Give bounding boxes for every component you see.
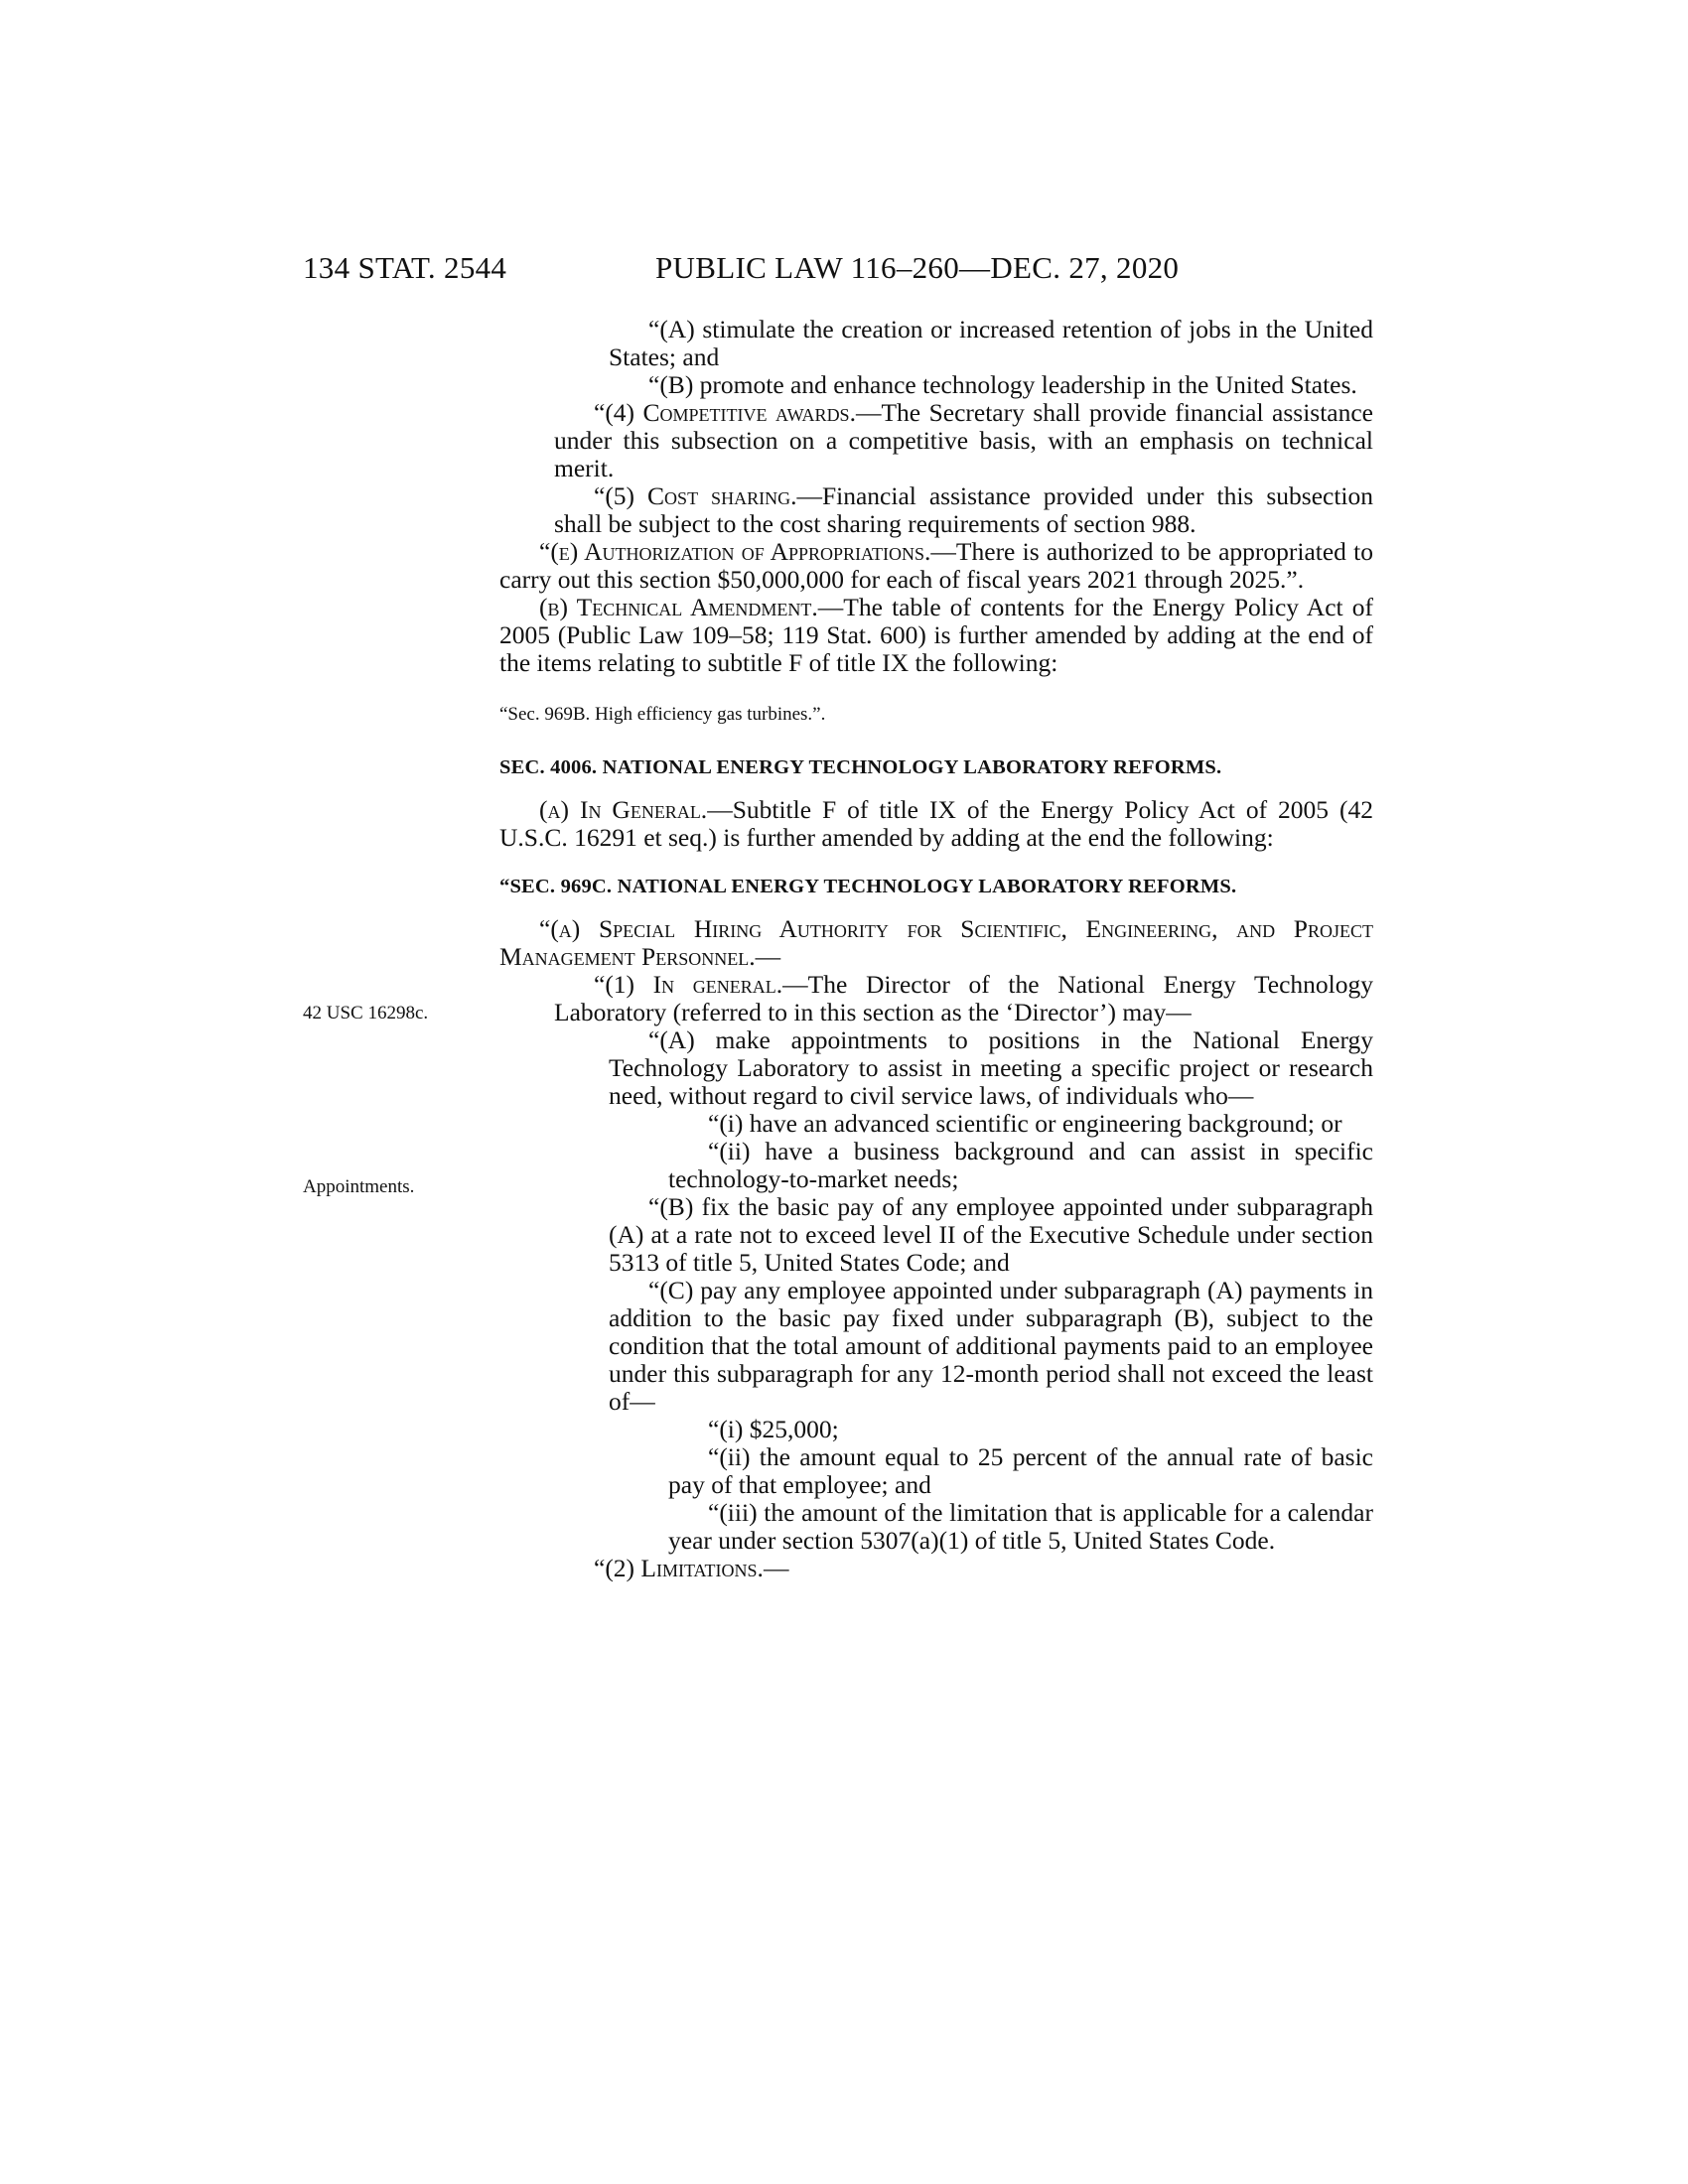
paragraph-authorization — [499, 538, 1373, 594]
paragraph-2-limitations — [499, 1555, 1373, 1582]
paragraph-cost-sharing — [499, 482, 1373, 538]
paragraph-b-promote: “(B) promote and enhance technology leadership in the United States. — [648, 370, 1357, 399]
heading-competitive-awards: “(4) Competitive awards. — [594, 398, 856, 427]
heading-limitations: “(2) Limitations. — [594, 1554, 764, 1582]
heading-cost-sharing: “(5) Cost sharing. — [594, 481, 797, 510]
heading-in-general: (a) In General. — [539, 795, 708, 824]
margin-note-appointments: Appointments. — [303, 1176, 415, 1197]
heading-authorization: “(e) Authorization of Appropriations. — [539, 537, 931, 566]
paragraph-competitive-awards — [499, 399, 1373, 482]
heading-special-hiring: “(a) Special Hiring Authority for Scientific, Engineering, and Project Management Personnel. — [499, 914, 1373, 971]
paragraph-i-amount: “(i) $25,000; — [708, 1415, 839, 1443]
text-competitive-awards: —The Secretary shall provide financial assistance under this subsection on a competitive basis, with an emphasis on technical merit. — [554, 398, 1373, 482]
heading-1-in-general: “(1) In general. — [594, 970, 783, 999]
section-969c-heading: “SEC. 969C. NATIONAL ENERGY TECHNOLOGY LABORATORY REFORMS. — [499, 876, 1237, 897]
text-1-in-general: —The Director of the National Energy Technology Laboratory (referred to in this section as the ‘Director’) may— — [554, 970, 1373, 1026]
paragraph-ii-business: “(ii) have a business background and can assist in specific technology-to-market needs; — [668, 1137, 1373, 1193]
paragraph-technical-amendment — [499, 594, 1373, 677]
statute-page-reference: 134 STAT. 2544 — [303, 250, 507, 285]
margin-note-usc: 42 USC 16298c. — [303, 1003, 429, 1024]
paragraph-c-additional-pay: “(C) pay any employee appointed under subparagraph (A) payments in addition to the basic pay fixed under subparagraph (B), subject to the condition that the total amount of additional payments paid to an employee under this subparagraph for any 12-month period shall not exceed the least of— — [609, 1276, 1373, 1416]
text-cost-sharing: —Financial assistance provided under this subsection shall be subject to the cost sharing requirements of section 988. — [554, 481, 1373, 538]
paragraph-1-in-general — [499, 971, 1373, 1026]
paragraph-special-hiring — [499, 915, 1373, 971]
paragraph-b-basic-pay: “(B) fix the basic pay of any employee appointed under subparagraph (A) at a rate not to exceed level II of the Executive Schedule under section 5313 of title 5, United States Code; and — [609, 1192, 1373, 1277]
toc-entry: “Sec. 969B. High efficiency gas turbines.”. — [499, 704, 826, 725]
running-header-title: PUBLIC LAW 116–260—DEC. 27, 2020 — [655, 250, 1180, 285]
paragraph-ii-percent: “(ii) the amount equal to 25 percent of the annual rate of basic pay of that employee; and — [668, 1442, 1373, 1499]
paragraph-iii-limitation: “(iii) the amount of the limitation that is applicable for a calendar year under section 5307(a)(1) of title 5, United States Code. — [668, 1498, 1373, 1555]
document-body — [499, 316, 1373, 1582]
paragraph-i-scientific: “(i) have an advanced scientific or engineering background; or — [708, 1109, 1342, 1138]
text-technical-amendment: —The table of contents for the Energy Policy Act of 2005 (Public Law 109–58; 119 Stat. 600) is further amended by adding at the end of the items relating to subtitle F of title IX the following: — [499, 593, 1373, 677]
paragraph-in-general — [499, 796, 1373, 852]
text-in-general: —Subtitle F of title IX of the Energy Policy Act of 2005 (42 U.S.C. 16291 et seq.) is further amended by adding at the end the following: — [499, 795, 1373, 852]
section-4006-heading: SEC. 4006. NATIONAL ENERGY TECHNOLOGY LABORATORY REFORMS. — [499, 756, 1222, 778]
text-special-hiring: — — [755, 942, 781, 971]
paragraph-a-stimulate: “(A) stimulate the creation or increased retention of jobs in the United States; and — [609, 315, 1373, 371]
text-limitations: — — [763, 1554, 789, 1582]
text-authorization: —There is authorized to be appropriated to carry out this section $50,000,000 for each of fiscal years 2021 through 2025.”. — [499, 537, 1373, 594]
paragraph-a-appointments: “(A) make appointments to positions in the National Energy Technology Laboratory to assist in meeting a specific project or research need, without regard to civil service laws, of individuals who— — [609, 1025, 1373, 1110]
heading-technical-amendment: (b) Technical Amendment. — [539, 593, 818, 621]
